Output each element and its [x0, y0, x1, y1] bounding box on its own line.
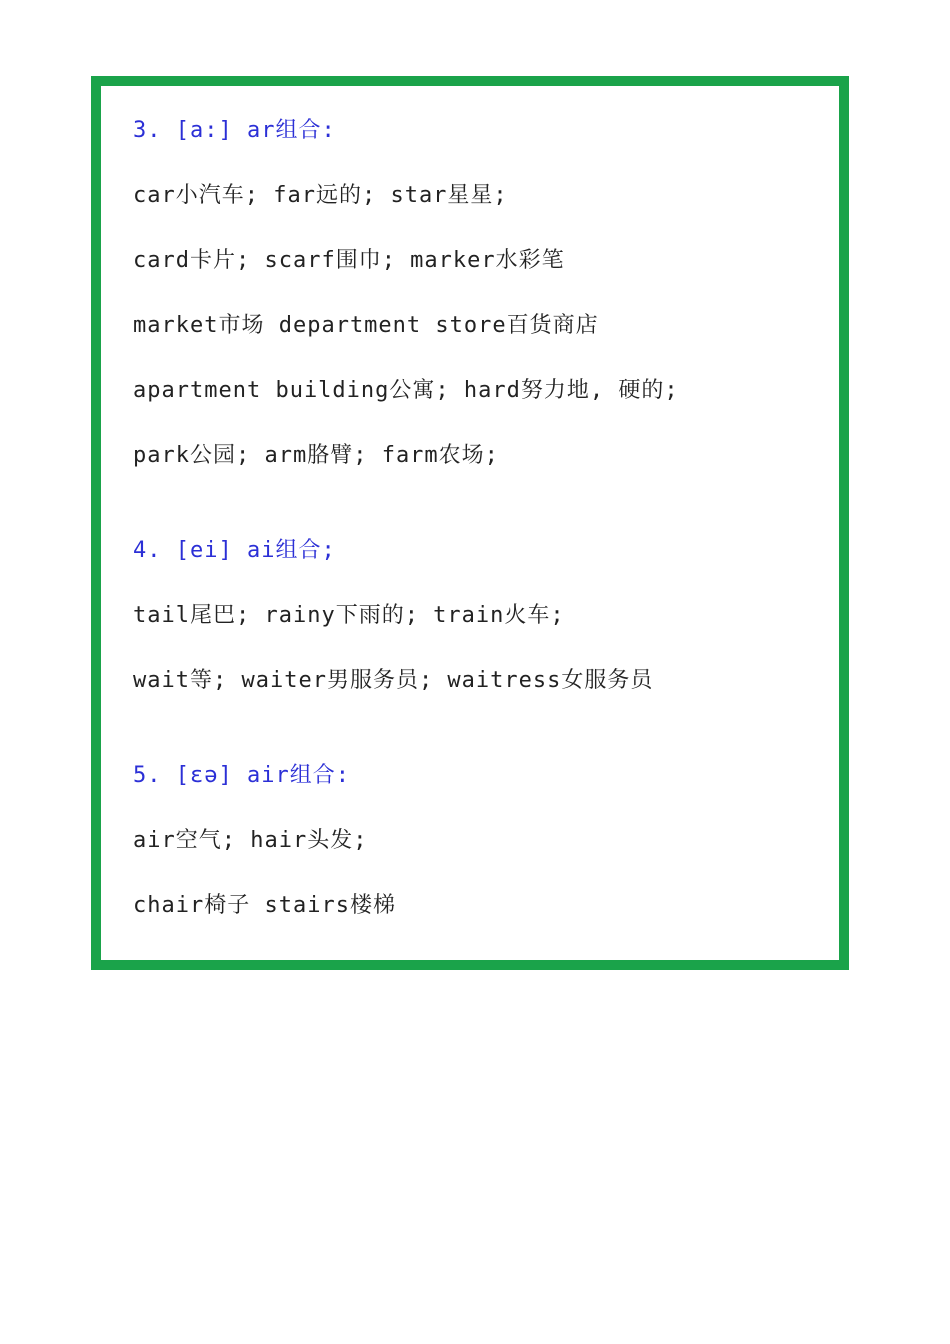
section-heading-ar: 3. [a:] ar组合:	[133, 118, 336, 143]
word-line: tail尾巴; rainy下雨的; train火车;	[133, 603, 565, 628]
word-line: card卡片; scarf围巾; marker水彩笔	[133, 248, 565, 273]
word-line: air空气; hair头发;	[133, 828, 368, 853]
word-line: park公园; arm胳臂; farm农场;	[133, 443, 499, 468]
content-frame	[91, 76, 849, 970]
word-line: apartment building公寓; hard努力地, 硬的;	[133, 378, 679, 403]
word-line: chair椅子 stairs楼梯	[133, 893, 396, 918]
word-line: car小汽车; far远的; star星星;	[133, 183, 508, 208]
word-line: market市场 department store百货商店	[133, 313, 599, 338]
word-line: wait等; waiter男服务员; waitress女服务员	[133, 668, 654, 693]
section-heading-air: 5. [ɛə] air组合:	[133, 763, 350, 788]
content-area	[133, 116, 819, 921]
section-heading-ai: 4. [ei] ai组合;	[133, 538, 336, 563]
